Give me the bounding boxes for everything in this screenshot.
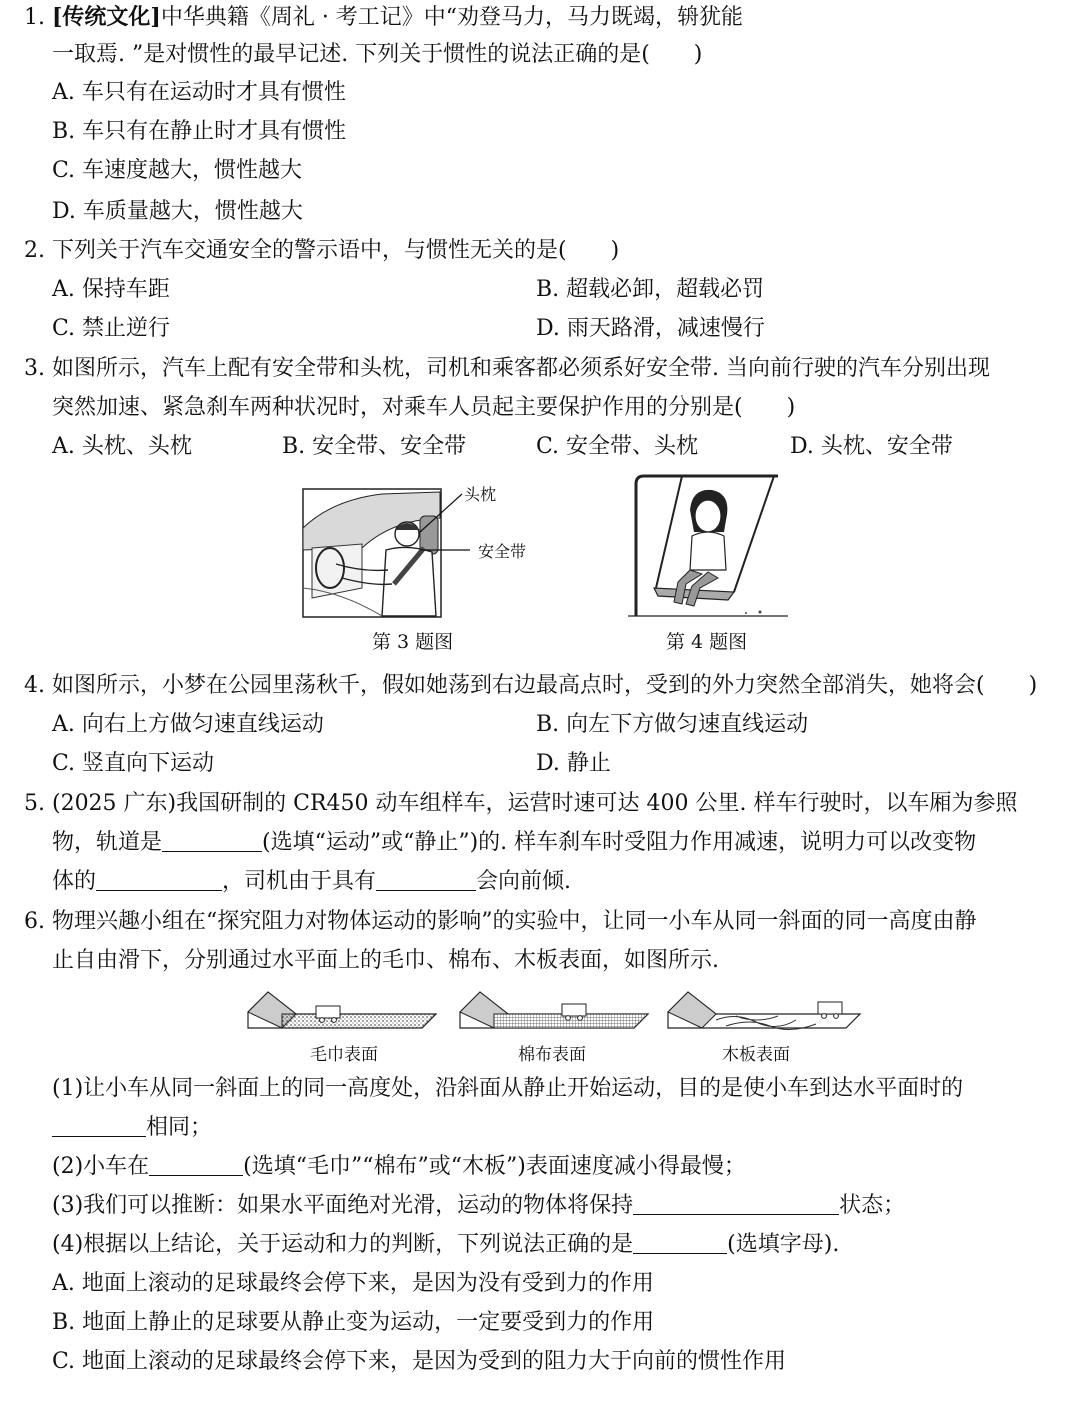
- towel-label: 毛巾表面: [310, 1045, 378, 1065]
- q3-option-c: C. 安全带、头枕: [536, 434, 699, 459]
- q6-sub1-line1: (1)让小车从同一斜面上的同一高度处，沿斜面从静止开始运动，目的是使小车到达水平面时的: [52, 1076, 964, 1101]
- q6-sub2: [52, 1152, 746, 1182]
- seatbelt-label: 安全带: [478, 542, 527, 561]
- q6-text-4b: (选填字母).: [727, 1232, 840, 1257]
- q6-stem-line2: 止自由滑下，分别通过水平面上的毛巾、棉布、木板表面，如图所示.: [52, 948, 719, 973]
- q6-text-3a: (3)我们可以推断：如果水平面绝对光滑，运动的物体将保持: [52, 1193, 634, 1218]
- cotton-label: 棉布表面: [518, 1045, 586, 1065]
- q4-stem: 4. 如图所示，小梦在公园里荡秋千，假如她荡到右边最高点时，受到的外力突然全部消失，她将会( ): [24, 673, 1038, 698]
- q6-sub1-line2: [52, 1113, 212, 1143]
- q1-stem-line1: [24, 2, 743, 32]
- q1-option-a: A. 车只有在运动时才具有惯性: [52, 80, 346, 105]
- swing-figure: [628, 470, 788, 620]
- q5-blank-3[interactable]: [376, 868, 476, 891]
- q5-stem-line1: 5. (2025 广东)我国研制的 CR450 动车组样车，运营时速可达 400 公里. 样车行驶时，以车厢为参照: [24, 791, 1018, 816]
- wood-label: 木板表面: [722, 1045, 790, 1065]
- q6-text-3b: 状态；: [839, 1193, 906, 1218]
- q2-stem: 2. 下列关于汽车交通安全的警示语中，与惯性无关的是( ): [24, 238, 620, 263]
- q2-option-c: C. 禁止逆行: [52, 316, 171, 341]
- fig4-caption: 第 4 题图: [666, 631, 748, 653]
- q6-sub4: [52, 1230, 839, 1260]
- q6-text-1b: 相同；: [146, 1115, 213, 1140]
- towel-track: [248, 992, 436, 1028]
- q6-text-4a: (4)根据以上结论，关于运动和力的判断，下列说法正确的是: [52, 1232, 634, 1257]
- q1-text-1: 中华典籍《周礼 · 考工记》中“劝登马力，马力既竭，辀犹能: [160, 5, 744, 30]
- q4-option-c: C. 竖直向下运动: [52, 751, 215, 776]
- q5-stem-line2: [52, 828, 976, 858]
- q6-blank-3[interactable]: [633, 1192, 839, 1215]
- q6-stem-line1: 6. 物理兴趣小组在“探究阻力对物体运动的影响”的实验中，让同一小车从同一斜面的同一高度由静: [24, 909, 977, 934]
- q4-option-b: B. 向左下方做匀速直线运动: [536, 712, 809, 737]
- q2-option-b: B. 超载必卸，超载必罚: [536, 277, 765, 302]
- q3-option-b: B. 安全带、安全带: [282, 434, 467, 459]
- q1-number: 1.: [24, 5, 45, 30]
- q5-text-3a: 体的: [52, 869, 97, 894]
- q6-option-b: B. 地面上静止的足球要从静止变为运动，一定要受到力的作用: [52, 1310, 655, 1335]
- q3-option-a: A. 头枕、头枕: [52, 434, 192, 459]
- q1-stem-line2: 一取焉. ”是对惯性的最早记述. 下列关于惯性的说法正确的是( ): [52, 42, 703, 67]
- q5-blank-2[interactable]: [96, 868, 222, 891]
- q2-option-d: D. 雨天路滑，减速慢行: [536, 316, 765, 341]
- q4-option-a: A. 向右上方做匀速直线运动: [52, 712, 324, 737]
- fig3-caption: 第 3 题图: [372, 631, 454, 653]
- car-label-lines: [410, 490, 470, 560]
- q5-text-2b: (选填“运动”或“静止”)的. 样车刹车时受阻力作用减速，说明力可以改变物: [262, 830, 977, 855]
- q1-option-b: B. 车只有在静止时才具有惯性: [52, 119, 347, 144]
- q5-text-2a: 物，轨道是: [52, 830, 163, 855]
- q5-stem-line3: [52, 867, 571, 897]
- q3-stem-line2: 突然加速、紧急刹车两种状况时，对乘车人员起主要保护作用的分别是( ): [52, 395, 796, 420]
- q4-option-d: D. 静止: [536, 751, 611, 776]
- q6-blank-4[interactable]: [633, 1231, 727, 1254]
- q5-text-3b: ，司机由于具有: [222, 869, 377, 894]
- q6-blank-2[interactable]: [149, 1153, 243, 1176]
- q2-option-a: A. 保持车距: [52, 277, 170, 302]
- q6-blank-1[interactable]: [52, 1114, 146, 1137]
- headrest-label: 头枕: [464, 485, 497, 504]
- q1-tag: [传统文化]: [52, 4, 161, 30]
- q6-option-c: C. 地面上滚动的足球最终会停下来，是因为受到的阻力大于向前的惯性作用: [52, 1349, 787, 1374]
- q1-option-d: D. 车质量越大，惯性越大: [52, 199, 303, 224]
- cotton-track: [460, 992, 648, 1028]
- surfaces-figure: [246, 984, 866, 1036]
- wood-track: [668, 992, 860, 1030]
- q5-text-3c: 会向前倾.: [476, 869, 572, 894]
- q1-option-c: C. 车速度越大，惯性越大: [52, 158, 303, 183]
- q6-option-a: A. 地面上滚动的足球最终会停下来，是因为没有受到力的作用: [52, 1271, 654, 1296]
- q6-sub3: [52, 1191, 905, 1221]
- q6-text-2a: (2)小车在: [52, 1154, 150, 1179]
- q3-option-d: D. 头枕、安全带: [790, 434, 953, 459]
- q6-text-2b: (选填“毛巾”“棉布”或“木板”)表面速度减小得最慢；: [243, 1154, 746, 1179]
- q3-stem-line1: 3. 如图所示，汽车上配有安全带和头枕，司机和乘客都必须系好安全带. 当向前行驶的汽车分别出现: [24, 356, 990, 381]
- q5-blank-1[interactable]: [162, 829, 262, 852]
